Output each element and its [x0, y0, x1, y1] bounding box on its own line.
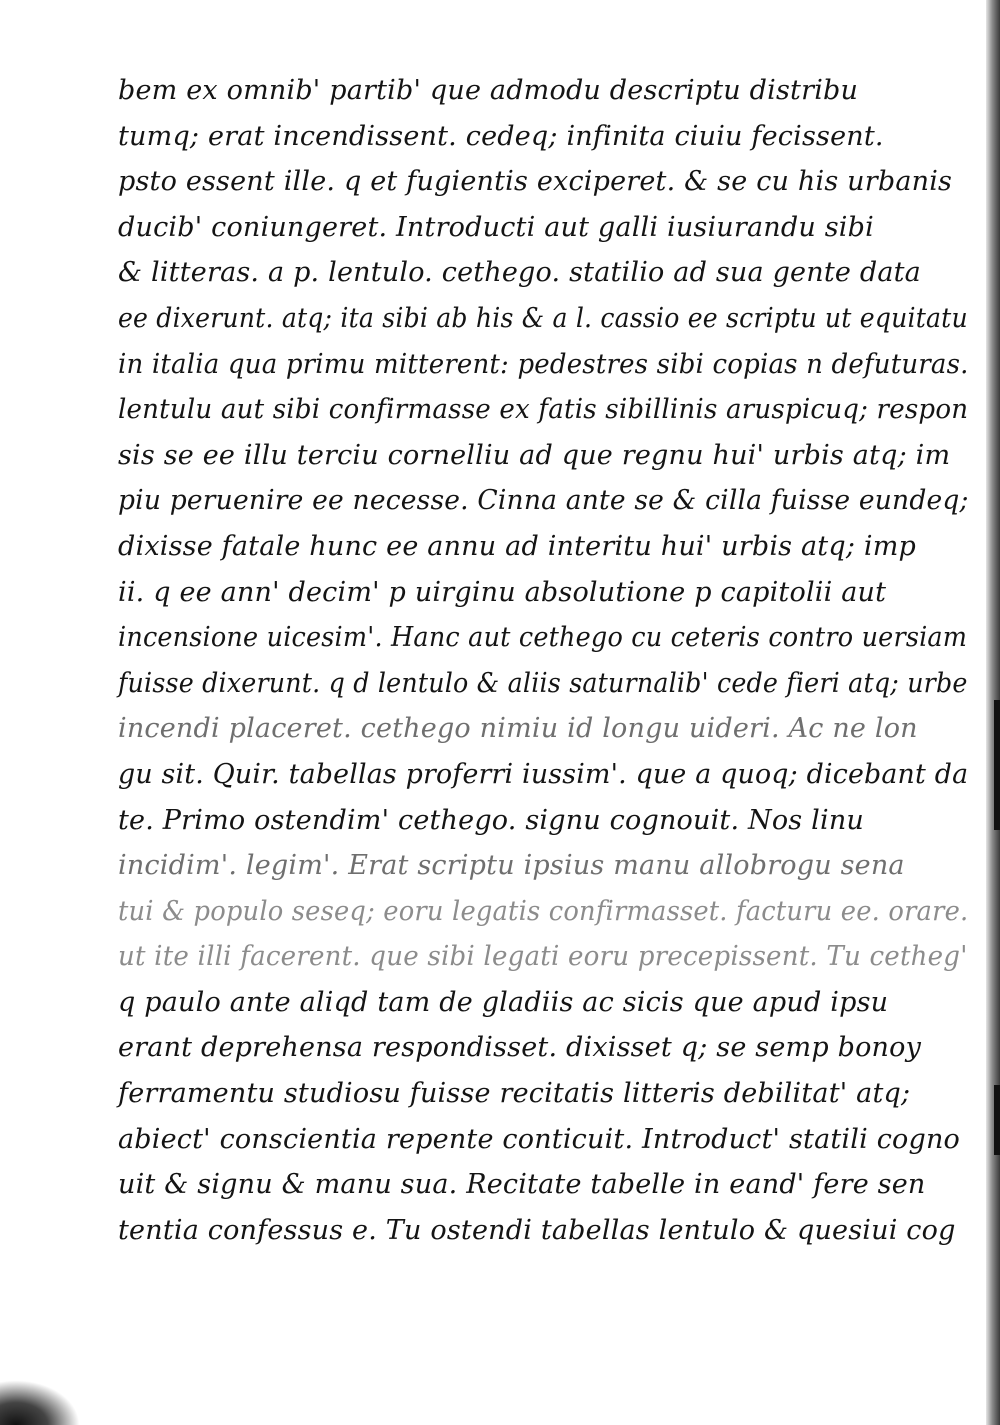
manuscript-line: fuisse dixerunt. q d lentulo & aliis saturnalib' cede fieri atq; urbe — [118, 667, 968, 699]
manuscript-line: lentulu aut sibi confirmasse ex fatis sibillinis aruspicuq; respon — [118, 394, 969, 426]
manuscript-line: bem ex omnib' partib' que admodu descriptu distribu — [118, 75, 859, 106]
manuscript-line: in italia qua primu mitterent: pedestres sibi copias n defuturas. — [118, 348, 969, 380]
manuscript-line: psto essent ille. q et fugientis exciperet. & se cu his urbanis — [118, 166, 953, 198]
manuscript-line: gu sit. Quir. tabellas proferri iussim'. que a quoq; dicebant da — [118, 758, 969, 790]
manuscript-line: ut ite illi facerent. que sibi legati eoru precepissent. Tu cetheg' — [118, 941, 968, 973]
manuscript-line: abiect' conscientia repente conticuit. Introduct' statili cogno — [118, 1123, 961, 1155]
manuscript-line: incidim'. legim'. Erat scriptu ipsius manu allobrogu sena — [118, 850, 905, 882]
manuscript-line: ferramentu studiosu fuisse recitatis litteris debilitat' atq; — [118, 1078, 911, 1110]
manuscript-line: ducib' coniungeret. Introducti aut galli iusiurandu sibi — [118, 211, 874, 243]
manuscript-line: tentia confessus e. Tu ostendi tabellas lentulo & quesiui cog — [118, 1214, 956, 1246]
manuscript-line: te. Primo ostendim' cethego. signu cognouit. Nos linu — [118, 804, 864, 836]
corner-smudge — [0, 1380, 80, 1425]
manuscript-line: ii. q ee ann' decim' p uirginu absolutione p capitolii aut — [118, 576, 887, 608]
manuscript-line: incensione uicesim'. Hanc aut cethego cu ceteris contro uersiam — [118, 622, 968, 654]
manuscript-line: tui & populo seseq; eoru legatis confirmasset. facturu ee. orare. — [118, 895, 969, 927]
manuscript-line: piu peruenire ee necesse. Cinna ante se & cilla fuisse eundeq; — [118, 485, 969, 517]
manuscript-line: sis se ee illu terciu cornelliu ad que regnu hui' urbis atq; im — [118, 439, 951, 471]
manuscript-text — [118, 68, 968, 1253]
manuscript-line: erant deprehensa respondisset. dixisset q; se semp bonoy — [118, 1032, 922, 1064]
manuscript-line: incendi placeret. cethego nimiu id longu uideri. Ac ne lon — [118, 713, 918, 745]
binding-shadow — [994, 700, 1000, 830]
manuscript-line: tumq; erat incendissent. cedeq; infinita ciuiu fecissent. — [118, 120, 884, 152]
manuscript-line: uit & signu & manu sua. Recitate tabelle in eand' fere sen — [118, 1169, 926, 1201]
binding-shadow — [994, 1085, 1000, 1155]
manuscript-line: & litteras. a p. lentulo. cethego. statilio ad sua gente data — [118, 257, 921, 289]
manuscript-line: ee dixerunt. atq; ita sibi ab his & a l. cassio ee scriptu ut equitatu — [118, 302, 968, 334]
manuscript-line: dixisse fatale hunc ee annu ad interitu hui' urbis atq; imp — [118, 530, 917, 562]
manuscript-line: q paulo ante aliqd tam de gladiis ac sicis que apud ipsu — [118, 986, 889, 1018]
